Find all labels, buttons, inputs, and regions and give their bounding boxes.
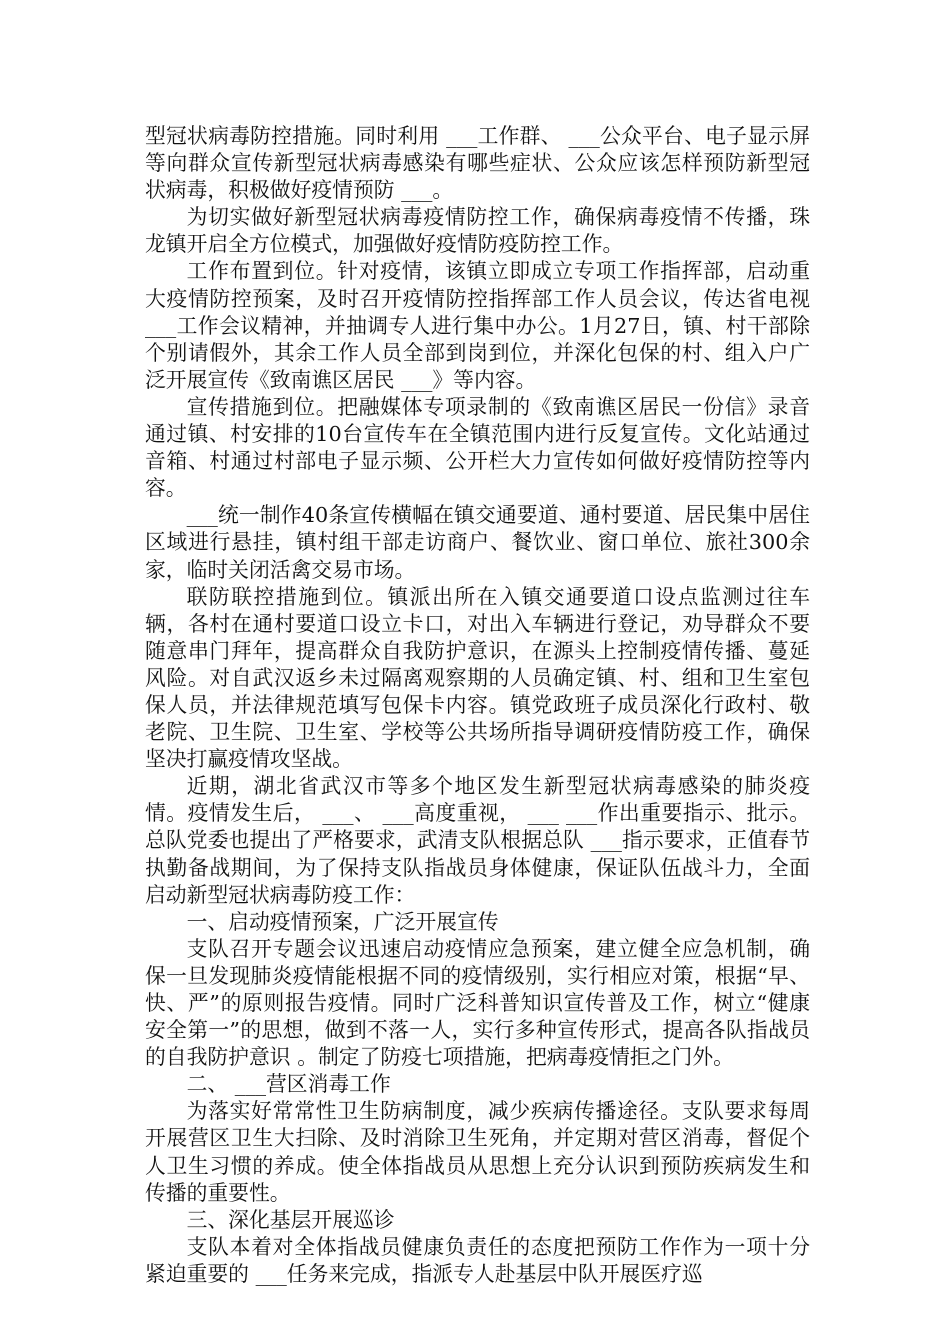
paragraph-emergency-plan: 支队召开专题会议迅速启动疫情应急预案，建立健全应急机制，确保一旦发现肺炎疫情能根据不同的疫情级别，实行相应对策，根据“早、快、严”的原则报告疫情。同时广泛科普知识宣传普及工作，树立“健康安全第一”的思想，做到不落一人，实行多种宣传形式，提高各队指战员的自我防护意识 。制定了防疫七项措施，把病毒疫情拒之门外。 bbox=[145, 936, 810, 1070]
document-body bbox=[145, 123, 810, 1288]
paragraph-intro-continuation: 型冠状病毒防控措施。同时利用 ___工作群、 ___公众平台、电子显示屏等向群众宣传新型冠状病毒感染有哪些症状、公众应该怎样预防新型冠状病毒，积极做好疫情预防 ___。 bbox=[145, 124, 810, 203]
paragraph-grassroots-rounds: 支队本着对全体指战员健康负责任的态度把预防工作作为一项十分紧迫重要的 ___任务来完成，指派专人赴基层中队开展医疗巡 bbox=[145, 1234, 810, 1286]
paragraph-disinfection: 为落实好常常性卫生防病制度，减少疾病传播途径。支队要求每周开展营区卫生大扫除、及时消除卫生死角，并定期对营区消毒，督促个人卫生习惯的养成。使全体指战员从思想上充分认识到预防疾病发生和传播的重要性。 bbox=[145, 1099, 810, 1205]
paragraph-banners: ___统一制作40条宣传横幅在镇交通要道、通村要道、居民集中居住区域进行悬挂，镇村组干部走访商户、餐饮业、窗口单位、旅社300余家，临时关闭活禽交易市场。 bbox=[145, 503, 810, 582]
section-heading-1: 一、启动疫情预案，广泛开展宣传 bbox=[186, 909, 499, 934]
paragraph-recent-outbreak: 近期，湖北省武汉市等多个地区发生新型冠状病毒感染的肺炎疫情。疫情发生后， ___、 ___高度重视， ___ ___作出重要指示、批示。总队党委也提出了严格要求，武清支队根据总队 ___指示要求，正值春节执勤备战期间，为了保持支队指战员身体健康，保证队伍战斗力，全面启动新型冠状病毒防疫工作： bbox=[145, 774, 810, 907]
paragraph-work-arrangement: 工作布置到位。针对疫情，该镇立即成立专项工作指挥部，启动重大疫情防控预案，及时召开疫情防控指挥部工作人员会议，传达省电视 ___工作会议精神，并抽调专人进行集中办公。1月27日，镇、村干部除个别请假外，其余工作人员全部到岗到位，并深化包保的村、组入户广泛开展宣传《致南谯区居民 ___》等内容。 bbox=[145, 259, 810, 392]
paragraph-overview: 为切实做好新型冠状病毒疫情防控工作，确保病毒疫情不传播，珠龙镇开启全方位模式，加强做好疫情防疫防控工作。 bbox=[145, 205, 810, 257]
section-heading-3: 三、深化基层开展巡诊 bbox=[186, 1207, 395, 1232]
paragraph-publicity-measures: 宣传措施到位。把融媒体专项录制的《致南谯区居民一份信》录音通过镇、村安排的10台宣传车在全镇范围内进行反复宣传。文化站通过音箱、村通过村部电子显示频、公开栏大力宣传如何做好疫情防控等内容。 bbox=[145, 394, 810, 501]
section-heading-2: 二、 ___营区消毒工作 bbox=[186, 1072, 391, 1097]
paragraph-joint-control: 联防联控措施到位。镇派出所在入镇交通要道口设点监测过往车辆，各村在通村要道口设立卡口，对出入车辆进行登记，劝导群众不要随意串门拜年，提高群众自我防护意识，在源头上控制疫情传播、蔓延风险。对自武汉返乡未过隔离观察期的人员确定镇、村、组和卫生室包保人员，并法律规范填写包保卡内容。镇党政班子成员深化行政村、敬老院、卫生院、卫生室、学校等公共场所指导调研疫情防疫工作，确保坚决打赢疫情攻坚战。 bbox=[145, 584, 810, 772]
